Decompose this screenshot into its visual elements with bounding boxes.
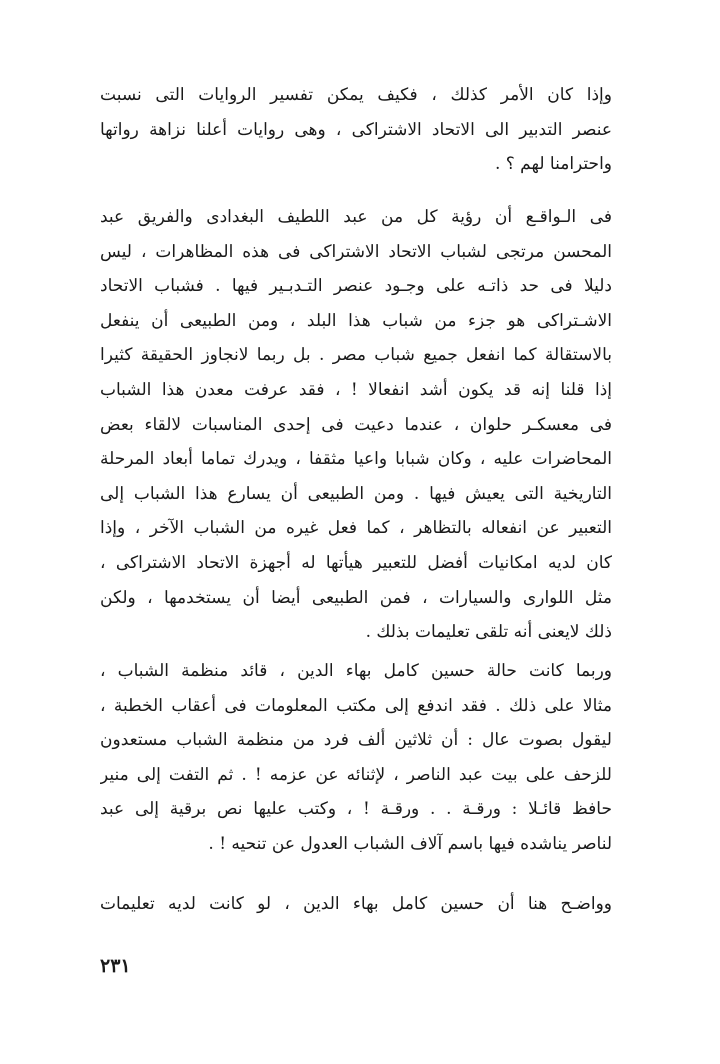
text-line: المحسن مرتجى لشباب الاتحاد الاشتراكى فى هذه المظاهرات ، ليس <box>100 241 612 262</box>
text-line: كان لديه امكانيات أفضل للتعبير هيأتها له أجهزة الاتحاد الاشتراكى ، <box>100 552 612 573</box>
page-number: ٢٣١ <box>100 955 131 977</box>
text-line: إذا قلنا إنه قد يكون أشد انفعالا ! ، فقد عرفت معدن هذا الشباب <box>100 379 612 400</box>
text-line: فى معسكـر حلوان ، عندما دعيت فى إحدى المناسبات لالقاء بعض <box>100 414 612 435</box>
paragraph-4 <box>100 887 612 922</box>
text-line: التاريخية التى يعيش فيها . ومن الطبيعى أن يسارع هذا الشباب إلى <box>100 483 612 504</box>
text-line: فى الـواقـع أن رؤية كل من عبد اللطيف البغدادى والفريق عبد <box>100 207 612 227</box>
text-line: بالاستقالة كما انفعل جميع شباب مصر . بل ربما لانجاوز الحقيقة كثيرا <box>100 345 612 366</box>
text-line: وإذا كان الأمر كذلك ، فكيف يمكن تفسير الروايات التى نسبت <box>100 85 612 105</box>
text-line: مثالا على ذلك . فقد اندفع إلى مكتب المعلومات فى أعقاب الخطبة ، <box>100 695 612 716</box>
text-line: لناصر يناشده فيها باسم آلاف الشباب العدول عن تنحيه ! . <box>208 833 612 854</box>
text-line: وربما كانت حالة حسين كامل بهاء الدين ، قائد منظمة الشباب ، <box>100 661 612 681</box>
text-line: المحاضرات عليه ، وكان شبابا واعيا مثقفا ، ويدرك تماما أبعاد المرحلة <box>100 449 612 470</box>
paragraph-1 <box>100 78 612 182</box>
text-line: وواضـح هنا أن حسين كامل بهاء الدين ، لو كانت لديه تعليمات <box>100 894 612 914</box>
text-line: الاشـتراكى هو جزء من شباب هذا البلد ، ومن الطبيعى أن ينفعل <box>100 310 612 331</box>
paragraph-3 <box>100 654 612 862</box>
text-line: ذلك لايعنى أنه تلقى تعليمات بذلك . <box>365 622 612 643</box>
text-line: ليقول بصوت عال : أن ثلاثين ألف فرد من منظمة الشباب مستعدون <box>100 730 612 751</box>
text-line: للزحف على بيت عبد الناصر ، لإثنائه عن عزمه ! . ثم التفت إلى منير <box>100 764 612 785</box>
text-line: عنصر التدبير الى الاتحاد الاشتراكى ، وهى روايات أعلنا نزاهة رواتها <box>100 119 612 140</box>
text-line: مثل اللوارى والسيارات ، فمن الطبيعى أيضا أن يستخدمها ، ولكن <box>100 587 612 608</box>
paragraph-2 <box>100 200 612 650</box>
text-line: حافظ قائـلا : ورقـة . . ورقـة ! ، وكتب عليها نص برقية إلى عبد <box>100 799 612 820</box>
text-line: واحترامنا لهم ؟ . <box>494 154 612 175</box>
text-line: دليلا فى حد ذاتـه على وجـود عنصر التـدبـير فيها . فشباب الاتحاد <box>100 276 612 297</box>
text-line: التعبير عن انفعاله بالتظاهر ، كما فعل غيره من الشباب الآخر ، وإذا <box>100 518 612 539</box>
